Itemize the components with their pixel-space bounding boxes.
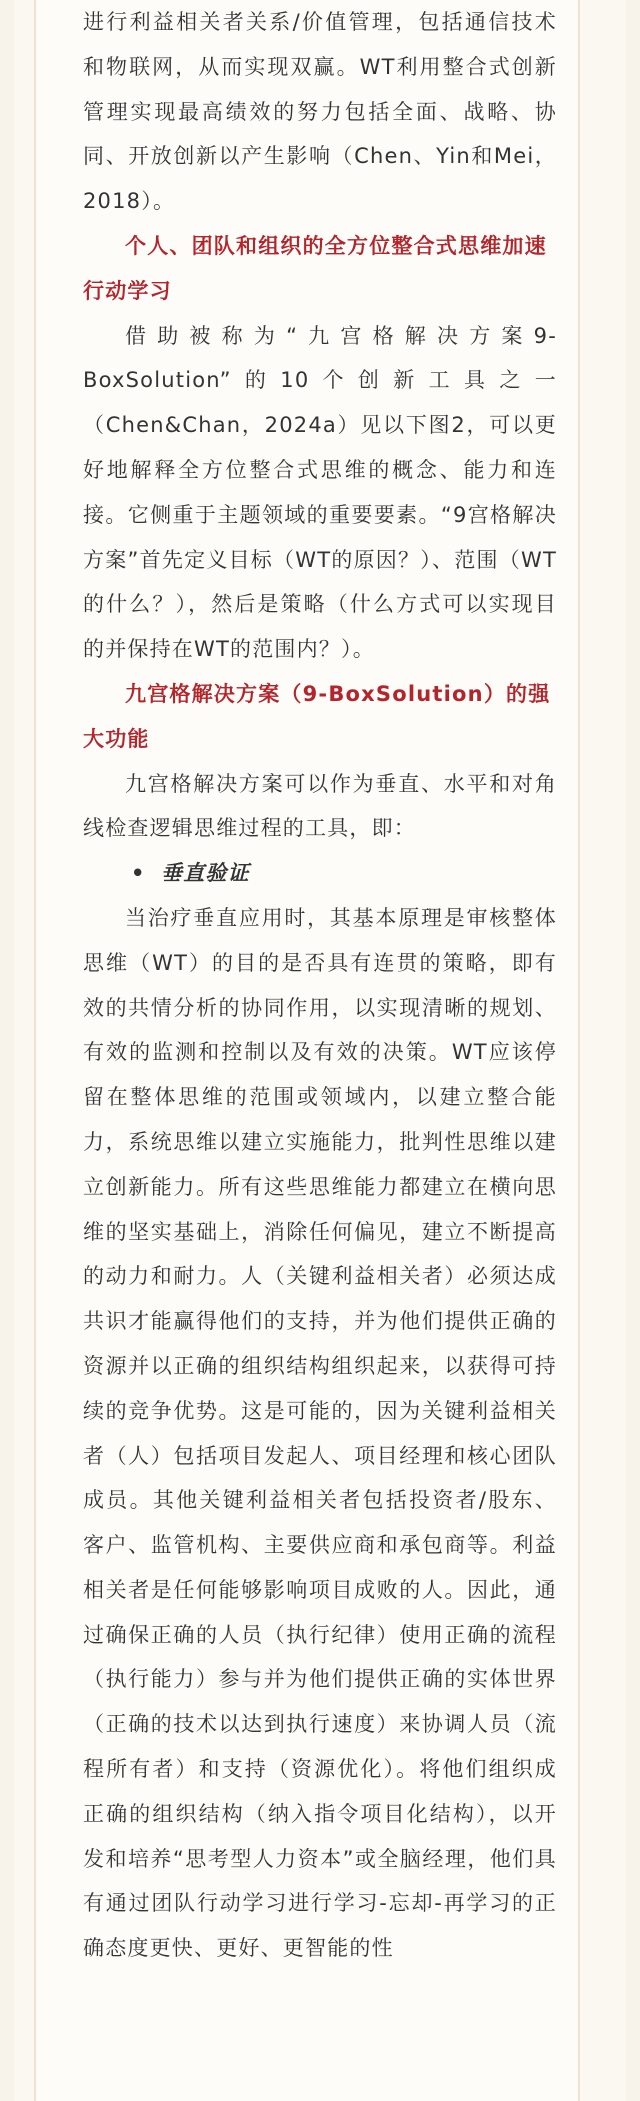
section-heading-nine-box-power: 九宫格解决方案（9-BoxSolution）的强大功能	[83, 681, 551, 751]
bullet-dot-icon: •	[131, 861, 146, 886]
article-body	[83, 0, 557, 1971]
paragraph-vertical-validation: 当治疗垂直应用时，其基本原理是审核整体思维（WT）的目的是否具有连贯的策略，即有效的共情分析的协同作用，以实现清晰的规划、有效的监测和控制以及有效的决策。WT应该停留在整体思维的范围或领域内，以建立整合能力，系统思维以建立实施能力，批判性思维以建立创新能力。所有这些思维能力都建立在横向思维的坚实基础上，消除任何偏见，建立不断提高的动力和耐力。人（关键利益相关者）必须达成共识才能赢得他们的支持，并为他们提供正确的资源并以正确的组织结构组织起来，以获得可持续的竞争优势。这是可能的，因为关键利益相关者（人）包括项目发起人、项目经理和核心团队成员。其他关键利益相关者包括投资者/股东、客户、监管机构、主要供应商和承包商等。利益相关者是任何能够影响项目成败的人。因此，通过确保正确的人员（执行纪律）使用正确的流程（执行能力）参与并为他们提供正确的实体世界（正确的技术以达到执行速度）来协调人员（流程所有者）和支持（资源优化）。将他们组织成正确的组织结构（纳入指令项目化结构），以开发和培养“思考型人力资本”或全脑经理，他们具有通过团队行动学习进行学习-忘却-再学习的正确态度更快、更好、更智能的性	[83, 905, 557, 1961]
paragraph-intro-continuation: 进行利益相关者关系/价值管理，包括通信技术和物联网，从而实现双赢。WT利用整合式创新管理实现最高绩效的努力包括全面、战略、协同、开放创新以产生影响（Chen、Yin和Mei，2018）。	[83, 10, 557, 214]
bullet-item-vertical-validation	[83, 851, 557, 896]
paragraph-logic-check-tool: 九宫格解决方案可以作为垂直、水平和对角线检查逻辑思维过程的工具，即：	[83, 771, 557, 841]
bullet-label: 垂直验证	[161, 861, 250, 886]
section-heading-integrated-thinking: 个人、团队和组织的全方位整合式思维加速行动学习	[83, 233, 547, 303]
paragraph-nine-box-intro: 借助被称为“九宫格解决方案9-BoxSolution”的10个创新工具之一（Chen&Chan，2024a）见以下图2，可以更好地解释全方位整合式思维的概念、能力和连接。它侧重于主题领域的重要要素。“9宫格解决方案”首先定义目标（WT的原因？）、范围（WT的什么？），然后是策略（什么方式可以实现目的并保持在WT的范围内？）。	[83, 323, 557, 662]
